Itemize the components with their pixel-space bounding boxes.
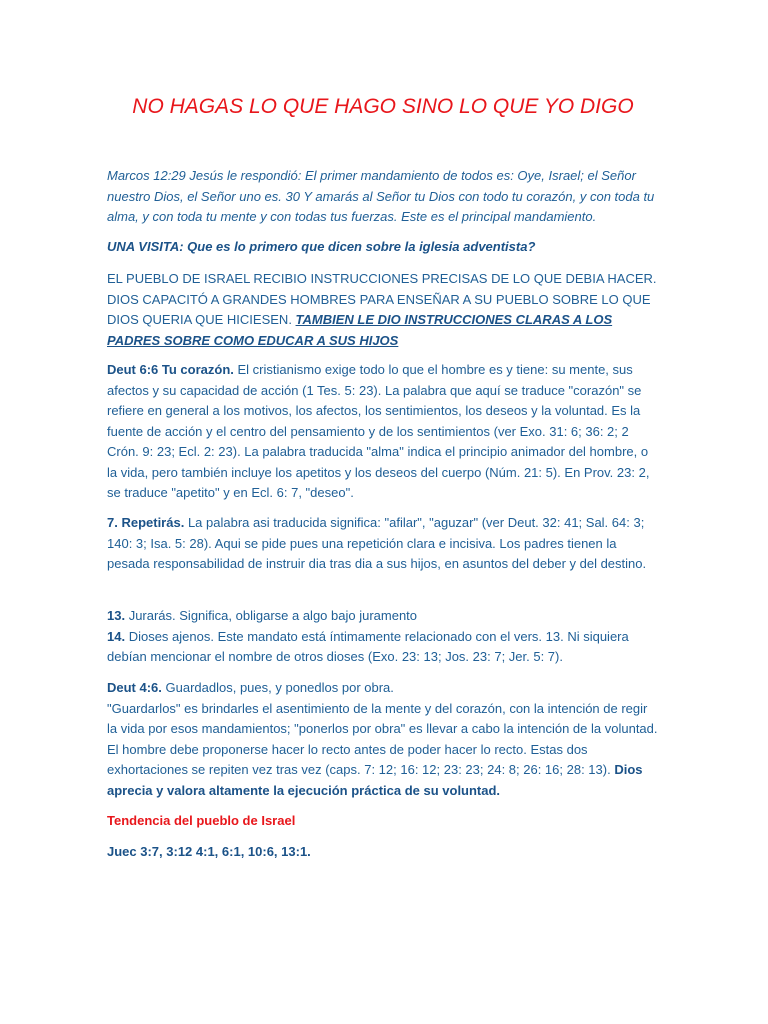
deut-4-6-text: "Guardarlos" es brindarles el asentimiento de la mente y del corazón, con la intención de regir la vida por esos mandamientos; "ponerlos por obra" es llevar a cabo la intención de la voluntad. El hombre debe proponerse hacer lo recto antes de poder hacer lo recto. Estas dos exhortaciones se repiten vez tras vez (caps. 7: 12; 16: 12; 23: 23; 24: 8; 26: 16; 28: 13). [107, 700, 658, 777]
paragraph-juec: Juec 3:7, 3:12 4:1, 6:1, 10:6, 13:1. [107, 844, 311, 859]
deut-4-6-body [107, 699, 659, 802]
paragraph-deut-6-6 [107, 360, 659, 504]
deut-6-6-text: El cristianismo exige todo lo que el hombre es y tiene: su mente, sus afectos y su capacidad de acción (1 Tes. 5: 23). La palabra que aquí se traduce "corazón" se refiere en general a los motivos, los afectos, los sentimientos, los deseos y la voluntad. Es la fuente de acción y el centro del pensamiento y de los sentimientos (ver Exo. 31: 6; 36: 2; 2 Crón. 9: 23; Ecl. 2: 23). La palabra traducida "alma" indica el principio animador del hombre, o la vida, pero también incluye los apetitos y los deseos del cuerpo (Núm. 21: 5). En Prov. 23: 2, se traduce "apetito" y en Ecl. 6: 7, "deseo". [107, 362, 650, 500]
deut-4-6-emphasis: Dios aprecia y valora altamente la ejecución práctica de su voluntad. [107, 762, 643, 798]
verse-13-text: Jurarás. Significa, obligarse a algo bajo juramento [125, 608, 418, 623]
page-title: NO HAGAS LO QUE HAGO SINO LO QUE YO DIGO [132, 95, 634, 118]
verse-14 [107, 627, 659, 668]
repetiras-text: La palabra asi traducida significa: "afilar", "aguzar" (ver Deut. 32: 41; Sal. 64: 3; 140: 3; Isa. 5: 28). Aqui se pide pues una repetición clara e incisiva. Los padres tienen la pesada responsabilidad de instruir dia tras dia a sus hijos, en asuntos del deber y del destino. [107, 515, 647, 571]
paragraph-deut-4-6 [107, 678, 659, 801]
paragraph-pueblo-emphasis: TAMBIEN LE DIO INSTRUCCIONES CLARAS A LOS PADRES SOBRE COMO EDUCAR A SUS HIJOS [107, 312, 613, 348]
deut-4-6-label: Deut 4:6. [107, 680, 162, 695]
deut-4-6-line1: Guardadlos, pues, y ponedlos por obra. [161, 680, 394, 695]
paragraph-pueblo-text: EL PUEBLO DE ISRAEL RECIBIO INSTRUCCIONES PRECISAS DE LO QUE DEBIA HACER. DIOS CAPACITÓ A GRANDES HOMBRES PARA ENSEÑAR A SU PUEBLO SOBRE LO QUE DIOS QUERIA QUE HICIESEN. [107, 271, 657, 327]
paragraph-repetiras [107, 513, 659, 575]
verse-13-label: 13. [107, 608, 126, 623]
paragraph-visita: UNA VISITA: Que es lo primero que dicen sobre la iglesia adventista? [107, 239, 536, 254]
deut-6-6-label: Deut 6:6 Tu corazón. [107, 362, 234, 377]
paragraph-pueblo [107, 269, 659, 351]
verse-14-label: 14. [107, 628, 126, 644]
verse-13 [107, 606, 659, 627]
paragraph-marcos: Marcos 12:29 Jesús le respondió: El primer mandamiento de todos es: Oye, Israel; el Señor nuestro Dios, el Señor uno es. 30 Y amarás al Señor tu Dios con todo tu corazón, y con toda tu alma, y con toda tu mente y con todas tus fuerzas. Este es el principal mandamiento. [107, 168, 655, 224]
deut-4-6-first-line [107, 678, 659, 699]
paragraph-verses-13-14 [107, 606, 659, 668]
repetiras-label: 7. Repetirás. [107, 515, 185, 530]
verse-14-text: Dioses ajenos. Este mandato está íntimamente relacionado con el vers. 13. Ni siquiera debían mencionar el nombre de otros dioses (Exo. 23: 13; Jos. 23: 7; Jer. 5: 7). [107, 628, 629, 664]
heading-tendencia: Tendencia del pueblo de Israel [107, 813, 296, 828]
